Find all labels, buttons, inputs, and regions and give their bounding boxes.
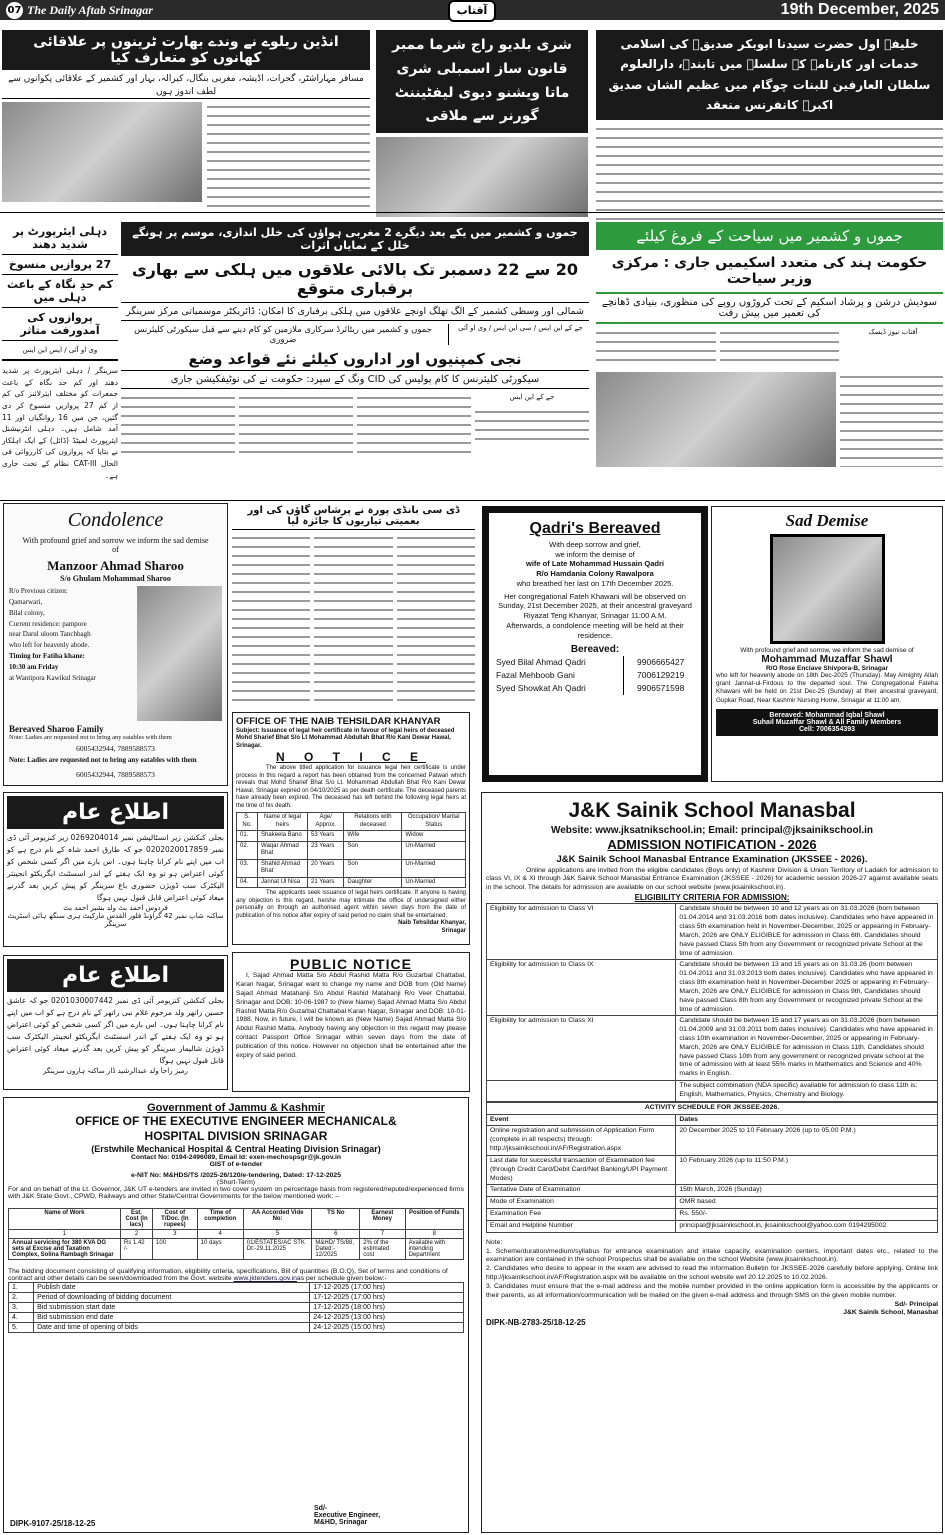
signed: رمیز راجا ولد عبدالرشید ڈار ساکنہ ہارون سرینگر	[43, 1067, 188, 1075]
legal-heirs-table: S. No. Name of legal heirs Age/ Approx. Relations with deceased Occupation/ Marital Status 01. Shakeela Bano 53 Years Wife Widow 02. Waqar Ahmad Bhat 23 Years Son Un-Married 03. Shahid Ahmad Bhat 20 Years Son Un-Married 04. Jannat Ul Nisa 21 Years Daughter Un-Married	[236, 812, 466, 888]
ad-title: Qadri's Bereaved	[529, 520, 661, 537]
e-tender-notice	[3, 1097, 469, 1533]
address: ساکنہ شاپ نمبر 42 گراؤنڈ فلور القدس مارکیٹ ہری سنگھ ہائی اسٹریٹ سرینگر	[7, 912, 224, 928]
table-row	[237, 859, 466, 877]
headline-4: پروازوں کی آمدورفت متاثر	[2, 308, 118, 341]
table-cell: Bid submission end date	[34, 1313, 310, 1323]
table-row	[9, 1293, 464, 1303]
intro: For and on behalf of the Lt. Governor, J&K UT e-tenders are invited in two cover system on percentage basis from registered/reputed/experienced firms with J&K State Govt., CPWD, Railways and other State/Central Governments for the below mentioned work: --	[8, 1186, 464, 1200]
table-row	[237, 877, 466, 888]
column-number: 2	[120, 1230, 152, 1239]
table-cell: Examination Fee	[487, 1209, 676, 1221]
table-cell: Available with intending Department	[405, 1239, 463, 1260]
table-row	[487, 1209, 938, 1221]
table-cell: Rs 1.42 /-	[120, 1239, 152, 1260]
minister-photo	[596, 372, 836, 467]
table-cell: 24-12-2025 (13:00 hrs)	[310, 1313, 464, 1323]
column-number: 8	[405, 1230, 463, 1239]
subject: Subject: Issuance of legal heir certificate in favour of legal heirs of deceased Mohd Sharief Bhat S/o Lt Mohammad Abdullah Bhat R/o Kani Dewar Hawal, Srinagar.	[236, 727, 455, 749]
ad-title: J&K Sainik School Manasbal	[568, 799, 856, 822]
table-cell: 01.	[237, 831, 258, 842]
table-row	[487, 960, 938, 1016]
kicker: جموں و کشمیر میں یکے بعد دیگرے 2 مغربی ہواؤں کی خلل اندازی، موسم پر ہونگے خلل کے نمایاں اثرات	[121, 222, 589, 256]
column-header: Earnest Money	[360, 1209, 405, 1230]
notice-heading: N O T I C E	[275, 750, 426, 765]
meeting: Afterwards, a condolence meeting will be held at their residence.	[506, 620, 684, 640]
note: Note: Ladies are requested not to bring any eatables with them	[9, 734, 172, 741]
table-cell: 15th March, 2026 (Sunday)	[676, 1185, 938, 1197]
signature: J&K Sainik School, Manasbal	[843, 1309, 938, 1317]
headline: ڈی سی بانڈی پورہ نے پرشاس گاؤں کی اور بعمیتی تیاریوں کا جائزہ لیا	[232, 503, 475, 530]
table-cell: Widow	[402, 831, 466, 842]
jktenders-link[interactable]: www.jktenders.gov.in	[233, 1275, 297, 1282]
table-cell: Un-Married	[402, 841, 466, 859]
subhead: سودیش درشن و پرشاد اسکیم کے تحت کروڑوں روپے کی منظوری، بنیادی ڈھانچے کی تعمیر میں پیش رفت	[596, 294, 943, 324]
note-label: Note:	[486, 1238, 503, 1246]
signature: Srinagar	[441, 927, 466, 934]
column-header: AA Accorded Vide No:	[243, 1209, 312, 1230]
table-cell: Jannat Ul Nisa	[258, 877, 308, 888]
signature: Sd/- Executive Engineer, M&HD, Srinagar	[314, 1505, 381, 1526]
column-header: Position of Funds	[405, 1209, 463, 1230]
column-number: 1	[9, 1230, 121, 1239]
article-lg-meeting	[376, 30, 588, 210]
ad-title: Condolence	[67, 509, 164, 531]
note: 1. Scheme/duration/medium/syllabus for entrance examination and intake capacity, examination centers, important dates etc., related to the examination are contained in the school Prospectus shall be available on the school Website (www.jksainikschool.in).	[486, 1247, 938, 1264]
article-body	[121, 393, 235, 453]
sainik-school-admission-ad	[481, 792, 943, 1533]
article-body	[357, 393, 471, 453]
intro: With profound grief and sorrow, we inform the sad demise of	[740, 647, 914, 654]
issue-date: 19th December, 2025	[780, 1, 939, 18]
table-cell: 02.	[237, 841, 258, 859]
table-cell	[487, 1081, 676, 1102]
table-cell: M&HD/ TS/88, Dated:- 12/2025	[312, 1239, 360, 1260]
table-cell: 01/ESTATES/AC STK Dt:-29.11.2025	[243, 1239, 312, 1260]
security-kicker: جموں و کشمیر میں ریٹائرڈ سرکاری ملازمین کو کام دینے سے قبل سیکورٹی کلیئرنس ضروری	[121, 324, 449, 345]
column-header: Est. Cost (In lacs)	[120, 1209, 152, 1230]
bidding-text: The bidding document consisting of qualifying information, eligibility criteria, specifications, Bill of quantities (B.O.Q), Set of terms and conditions of contract and other details can be seen/downloaded from the Govt. website	[8, 1268, 448, 1282]
ad-title: اطلاع عام	[7, 959, 224, 992]
bereaved: Bereaved Sharoo Family	[9, 724, 104, 734]
headline-1: دہلی ایئرپورٹ پر شدید دھند	[2, 222, 118, 255]
masthead: The Daily Aftab Srinagar	[27, 2, 153, 17]
table-cell: 24-12-2025 (15:00 hrs)	[310, 1323, 464, 1333]
gist: GIST of e-tender	[209, 1161, 263, 1168]
table-cell: 20 December 2025 to 10 February 2026 (up to 05.00 P.M.)	[676, 1126, 938, 1155]
table-cell: Period of downloading of bidding document	[34, 1293, 310, 1303]
table-cell: 2.	[9, 1293, 34, 1303]
headline-2: 27 پروازیں منسوخ	[2, 255, 118, 275]
headline-3: کم حدِ نگاہ کے باعث دہلی میں	[2, 275, 118, 308]
table-cell: Son	[344, 859, 402, 877]
note: 3. Candidates must ensure that the e-mail address and the mobile number provided in the online application form is accessible by the applicants or their parents, as all information/communication will be mailed on the given e-mail address and through SMS on the given mobile number.	[486, 1282, 938, 1299]
headline: شری بلدیو راج شرما ممبر قانون ساز اسمبلی شری ماتا ویشنو دیوی لیفٹیننٹ گورنر سے ملاقی	[376, 30, 588, 133]
article-bandipora	[232, 503, 475, 708]
table-row	[487, 1197, 938, 1209]
table-cell: Shahid Ahmad Bhat	[258, 859, 308, 877]
signature: Naib Tehsildar Khanyar,	[398, 920, 466, 927]
address: R/O Rose Enclave Shivpora-B, Srinagar	[765, 665, 889, 672]
sad-demise-ad	[711, 506, 943, 782]
table-cell: 04.	[237, 877, 258, 888]
column-header: Cost of T/Doc. (In rupees)	[153, 1209, 198, 1230]
table-cell: 10 February 2026 (up to 11:50 P.M.)	[676, 1155, 938, 1184]
article-body	[207, 102, 370, 210]
table-row	[487, 1081, 938, 1102]
table-cell: Candidate should be between 13 and 15 years as on 31.03.26 (born between 01.04.2011 and 31.03.2013 both dates inclusive). Candidates who have appeared in class 8th examination held in November-December 2025 or appearing in February-March, 2026 are ONLY ELIGIBLE for admission in Class 9th, Candidates should have passed Class 8th from any Government or recognized private School at the time of admission.	[676, 960, 938, 1016]
eligibility-table	[486, 903, 938, 1101]
meeting-photo	[376, 137, 588, 217]
article-body	[239, 393, 353, 453]
table-cell: Tentative Date of Examination	[487, 1185, 676, 1197]
enit-no: e-NIT No: M&HDS/TS /2025-26/120/e-tendering, Dated: 17-12-2025	[130, 1172, 341, 1179]
contact: Contact No: 0194-2496089, Email Id: exen-mechospsgr@jk.gov.in	[130, 1154, 342, 1161]
table-cell: 4.	[9, 1313, 34, 1323]
table-cell: Mode of Examination	[487, 1197, 676, 1209]
table-cell: Eligibility for admission to Class IX	[487, 960, 676, 1016]
bereaved-bar: Bereaved: Mohammad Iqbal Shawl Suhail Muzaffar Shawl & All Family Members Cell: 7006354393	[716, 709, 938, 736]
table-cell: Daughter	[344, 877, 402, 888]
table-row	[9, 1313, 464, 1323]
parent: S/o Ghulam Mohammad Sharoo	[60, 574, 171, 583]
deceased-photo	[770, 534, 885, 644]
table-cell: 17-12-2025 (17:00 hrs)	[310, 1293, 464, 1303]
deceased-name: wife of Late Mohammad Hussain Qadri	[526, 559, 664, 569]
table-cell: Wife	[344, 831, 402, 842]
table-cell: 10 days	[197, 1239, 243, 1260]
article-conference	[596, 30, 943, 210]
note: 2. Candidates who desire to appear in the exam are advised to read the information Bulletin for JKSSEE-2026 carefully before applying. Online link http://jksainikschool.in/AF/Registration.aspx will be available on the school website wef 20.12.2025 to 10.02.2026.	[486, 1265, 938, 1282]
table-cell: 17-12-2025 (17:00 hrs)	[310, 1283, 464, 1293]
body: I, Sajad Ahmad Matta S/o Abdul Rashid Matta R/o Guzarbal Chattabal, Karan Nagar, Srinagar want to change my name and DOB from (Old Name) Sajad Ahmad Matahanji S/o Abdul Rashid Matahanji R/o Veer Chattabal, Srinagar and DOB: 10-06-1987 to (New Name) Sajad Ahmad Matta S/o Abdul Rashid Matta R/o Guzarbal Chattabal Karan Nagar, Srinagar and DOB: 10-01-1988. Now, in future, I will be known as (New Name) Sajad Ahmad Matta S/o Abdul Rashid Matta. Anybody having any objection in this regard may please contact Passport Office Srinagar within seven days from the date of publication of this notice. However no objection shall be entertained after the expiry of said period.	[236, 972, 466, 1060]
table-cell: 17-12-2025 (18:00 hrs)	[310, 1303, 464, 1313]
table-cell: 3.	[9, 1303, 34, 1313]
khawani: Her congregational Fateh Khawani will be observed on Sunday, 21st December 2025, at their ancestral graveyard Riyazat Teng Khanyar, Srinagar 11:00 A.M.	[498, 591, 692, 621]
deceased-photo	[137, 586, 222, 721]
bereaved-list: Syed Bilal Ahmad Qadri 9906665427 Fazal Mehboob Gani 7006129219 Syed Showkat Ah Qadri 9906571598	[493, 656, 697, 695]
activity-schedule-table: ACTIVITY SCHEDULE FOR JKSSEE-2026. Event Dates Online registration and submission of Application Form (complete in all respects) through: http://jksainikschool.in/AF/Registration.aspx 20 December 2025 to 10 February 2026 (up to 05.00 P.M.) Last date for successful transaction of Examination fee (through Credit Card/Debit Card/Net Banking/UPI Payment Modes) 10 February 2026 (up to 11:50 P.M.) Tentative Date of Examination 15th March, 2026 (Sunday) Mode of Examination OMR based Examination Fee Rs. 550/- Email and Helpline Number principal@jksainikschool.in, jksainikschool@yahoo.com 0194295002	[486, 1102, 938, 1233]
table-cell: Un-Married	[402, 877, 466, 888]
newspaper-logo: آفتاب	[448, 0, 496, 22]
byline: آفتاب نیوز ڈیسک	[868, 328, 918, 336]
column-number: 3	[153, 1230, 198, 1239]
intro: With profound grief and sorrow we inform the sad demise of	[22, 536, 209, 554]
table-cell: 23 Years	[307, 841, 343, 859]
table-row	[9, 1303, 464, 1313]
table-row	[487, 1220, 938, 1232]
table-cell: Annual servicing for 380 KVA DG sets at Excise and Taxation Complex, Solina Rambagh Srinagar	[9, 1239, 121, 1260]
ad-ref: DIPK-9107-25/18-12-25	[10, 1519, 96, 1528]
table-cell: 03.	[237, 859, 258, 877]
table-cell: Candidate should be between 10 and 12 years as on 31.03.2026 (born between 01.04.2014 and 31.03.2016 both dates inclusive). Candidates who have appeared in class 5th examination held in November-December, 2025 or appearing in February-March, 2026 are ONLY ELIGIBLE for admission in Class 6th. Candidates should have passed Class 5th from any Government or recognized private School at the time of admission.	[676, 904, 938, 960]
table-row	[487, 1126, 938, 1155]
table-cell: 21 Years	[307, 877, 343, 888]
banner: جموں و کشمیر میں سیاحت کے فروغ کیلئے	[596, 222, 943, 250]
subhead: مسافر مہاراشٹر، گجرات، اڈیشہ، مغربی بنگال، کیرالہ، بہار اور کشمیر کے علاقائی پکوانوں سے لطف اندوز ہوں	[2, 73, 370, 99]
ad-ref: DIPK-NB-2783-25/18-12-25	[486, 1318, 586, 1328]
byline: جے کے این ایس / سی این ایس / وی او آئی	[458, 324, 583, 332]
erstwhile: (Erstwhile Mechanical Hospital & Central Heating Division Srinagar)	[91, 1144, 381, 1154]
table-cell: The subject combination (NDA specific) available for admission to class 11th is: English, Mathematics, Physics, Chemistry and Biology.	[676, 1081, 938, 1102]
headline: انڈین ریلوے نے وندے بھارت ٹرینوں پر علاقائی کھانوں کو متعارف کیا	[2, 30, 370, 70]
table-cell: Email and Helpline Number	[487, 1220, 676, 1232]
table-row	[9, 1323, 464, 1333]
phones: 6005432944, 7889588573	[76, 744, 155, 753]
table-cell: Online registration and submission of Application Form (complete in all respects) through: http://jksainikschool.in/AF/Registration.aspx	[487, 1126, 676, 1155]
address: R/o Hamdania Colony Rawalpora	[536, 569, 654, 579]
table-cell: Waqar Ahmad Bhat	[258, 841, 308, 859]
table-cell: Eligibility for admission to Class XI	[487, 1016, 676, 1081]
column-header: Name of Work	[9, 1209, 121, 1230]
table-cell: Rs. 550/-	[676, 1209, 938, 1221]
intro: Online applications are invited from the eligible candidates (Boys only) of Kashmir Division & Union Territory of Ladakh for admission to class VI, IX & XI through J&K Sainik School Manasbal Entrance Examination (JKSSEE - 2026) for academic session 2026-27 against available seats in the school. The details for admission are available on our school website (www.jksainikschool.in).	[486, 866, 938, 892]
table-cell: OMR based	[676, 1197, 938, 1209]
table-cell: Date and time of opening of bids	[34, 1323, 310, 1333]
article-railways	[2, 30, 370, 210]
article-snowfall	[121, 222, 589, 345]
table-cell: Eligibility for admission to Class VI	[487, 904, 676, 960]
article-body: سرینگر / دہلی ایئرپورٹ پر شدید دھند اور کم حد نگاہ کے باعث جمعرات کو مختلف ایئرلائنز کی کم از کم 27 پروازیں منسوخ کر دی گئیں، جن میں 16 روانگیاں اور 11 آمد شامل ہیں۔ دہلی انٹرنیشنل ایئرپورٹ لمیٹڈ (ڈائل) کے ایک اہلکار نے بتایا کہ پروازوں کی کارروائی فی الحال CAT-III نظام کے تحت جاری ہے۔	[2, 366, 118, 480]
public-notice-urdu-1	[3, 792, 228, 947]
table-cell: 100	[153, 1239, 198, 1260]
column-header: TS No	[312, 1209, 360, 1230]
body: who left for heavenly abode on 18th Dec-2025 (Thursday). May Almighty Allah grant Jannat-ul-Firdous to the departed soul. The Congregational Fateha Khawani will be held on 21st Dec-25 (Sunday) at their ancestral graveyard, Gupkar Road, Near Kashmir Nursing Home, Srinagar at 11:00 am.	[716, 672, 938, 704]
exam-name: J&K Sainik School Manasbal Entrance Examination (JKSSEE - 2026).	[556, 854, 868, 866]
subhead: شمالی اور وسطی کشمیر کے الگ تھلگ اونچے علاقوں میں ہلکی برفباری کا امکان: ڈائریکٹر موسمیاتی مرکز سرینگر	[121, 303, 589, 321]
bereaved-label: Bereaved:	[570, 644, 620, 656]
body: بجلی کنکشن کنزیومر آئی ڈی نمبر 0201030007442 جو کہ عاشق حسین راتھر ولد مرحوم غلام نبی راتھر کے نام درج ہے کو اب میں اپنے نام کرانا چاہتا ہوں۔ اس بارے میں اگر کسی شخص کو کوئی اعتراض ہو تو وہ ایک ہفتے کے اندر اسسٹنٹ ایگزیکٹو انجینئر الیکٹرک سب ڈویژن شالیمار سرینگر کو پیش کریں بعد گذرنے میعاد کوئی اعتراض قابل قبول نہیں ہوگا	[7, 996, 225, 1065]
eligibility-heading: ELIGIBILITY CRITERIA FOR ADMISSION:	[634, 893, 790, 903]
phones: 6005432944, 7889588573	[76, 770, 155, 779]
condolence-ad	[3, 503, 228, 786]
body: بجلی کنکشن زیر انسٹالیشن نمبر 0269204014 زیر کنزیومر آئی ڈی نمبر 0202020017859 جو کہ طارق احمد شاہ کے نام درج ہے کو اب میں اپنے نام کرانا چاہتا ہوں۔ اس بارے میں اگر کسی شخص کو کوئی اعتراض ہو تو وہ ایک ہفتے کے اندر اسسٹنٹ ایگزیکٹو انجینئر الیکٹرک سب ڈویژن حضوری باغ سرینگر کو پیش کریں بعد گذرنے میعاد کوئی اعتراض قابل قبول نہیں ہوگا	[7, 833, 224, 902]
center-news-column	[121, 222, 589, 498]
intro: With deep sorrow and grief,	[549, 539, 641, 549]
footer: The applicants seek issuance of legal heirs certificate. If anyone is having any objection is this regard, he/she may intimate the office of undersigned either personally on through an authorised agent within seven days from the date of publication of his notice after expiry of said period no claim shall be entertained.	[236, 890, 466, 919]
table-row	[487, 1016, 938, 1081]
column-header: Time of completion	[197, 1209, 243, 1230]
intro: we inform the demise of	[555, 549, 635, 559]
table-cell: Publish date	[34, 1283, 310, 1293]
article-security-clearance	[121, 348, 589, 453]
byline: وی او آئی / ایس این ایس	[2, 341, 118, 361]
ad-title: OFFICE OF THE NAIB TEHSILDAR KHANYAR	[236, 716, 441, 727]
website: Website: www.jksatnikschool.in; Email: principal@jksainikschool.in	[550, 825, 874, 837]
table-cell: principal@jksainikschool.in, jksainikschool@yahoo.com 0194295002	[676, 1220, 938, 1232]
details: R/o Previous citizen: Qamarwari, Bilal colony, Current residence: pampore near Darul uloom Tanchbagh who left for heavenly abode. Timing for Fatiha khane: 10:30 am Friday at Wantipora Kawikul Srinagar	[9, 587, 96, 682]
table-cell: Son	[344, 841, 402, 859]
name-change-notice	[232, 952, 470, 1092]
tender-schedule-table	[8, 1282, 464, 1333]
byline: جے کے این ایس	[509, 393, 555, 401]
headline: حکومت ہند کی متعدد اسکیمیں جاری : مرکزی وزیر سیاحت	[596, 250, 943, 294]
date-line: who breathed her last on 17th December 2025.	[516, 578, 674, 588]
ad-title: PUBLIC NOTICE	[290, 956, 412, 972]
table-cell: Bid submission start date	[34, 1303, 310, 1313]
column-number: 4	[197, 1230, 243, 1239]
table-cell: Last date for successful transaction of Examination fee (through Credit Card/Debit Card/Net Banking/UPI Payment Modes)	[487, 1155, 676, 1184]
table-row	[487, 904, 938, 960]
deceased-name: Mohammad Muzaffar Shawl	[761, 654, 893, 665]
tehsildar-notice	[232, 712, 470, 945]
table-cell: Shakeela Bano	[258, 831, 308, 842]
term: (Short-Term)	[216, 1179, 256, 1186]
headline: 20 سے 22 دسمبر تک بالائی علاقوں میں ہلکی سے بھاری برفباری متوقع	[121, 256, 589, 303]
headline: نجی کمپنیوں اور اداروں کیلئے نئے قواعد وضع	[121, 348, 589, 371]
table-cell: 5.	[9, 1323, 34, 1333]
qadri-bereaved-ad	[482, 506, 708, 782]
table-row	[487, 1155, 938, 1184]
article-delhi-fog	[2, 222, 118, 497]
table-row	[237, 831, 466, 842]
column-number: 6	[312, 1230, 360, 1239]
ad-title: OFFICE OF THE EXECUTIVE ENGINEER MECHANICAL& HOSPITAL DIVISION SRINAGAR	[75, 1114, 397, 1143]
food-photo	[2, 102, 202, 202]
article-tourism	[596, 222, 943, 497]
gov-heading: Government of Jammu & Kashmir	[147, 1102, 325, 1114]
public-notice-urdu-2	[3, 955, 228, 1090]
bidding-tail: as per schedule given below:-	[296, 1275, 387, 1282]
table-cell: 1.	[9, 1283, 34, 1293]
table-cell: 53 Years	[307, 831, 343, 842]
column-number: 7	[360, 1230, 405, 1239]
table-cell: 20 Years	[307, 859, 343, 877]
table-row	[9, 1283, 464, 1293]
tender-work-table	[8, 1208, 464, 1260]
ad-title: اطلاع عام	[7, 796, 224, 829]
note: Note: Ladies are requested not to bring any eatables with them	[9, 756, 197, 764]
signature: Sd/- Principal	[894, 1300, 938, 1308]
headline: خلیفہ اول حضرت سیدنا ابوبکر صدیقؓ کی اسلامی خدمات اور کارنامے کے سلسلے میں تابندہ، دارالعلوم سلطان العارفین للبنات چوگام میں عظیم الشان صدیق اکبرؓ کانفرنس منعقد	[596, 30, 943, 120]
notification-heading: ADMISSION NOTIFICATION - 2026	[607, 837, 817, 853]
table-row	[237, 841, 466, 859]
table-cell: 2% of the estimated cost	[360, 1239, 405, 1260]
page-number: 07	[6, 2, 23, 19]
deceased-name: Manzoor Ahmad Sharoo	[47, 558, 184, 573]
table-cell: Candidate should be between 15 and 17 years as on 31.03.2026 (born between 01.04.2009 and 31.03.2011 both dates inclusive). Candidates who have appeared in class 10th examination in November-December, 2025 or appearing in February-March, 2026 are ONLY ELIGIBLE for admission in Class 11th. Candidates should have passed Class 10th from any government or recognized private school at the time of admission with at least 55% marks in Mathematics and Science and 40% marks in English.	[676, 1016, 938, 1081]
table-cell: Un-Married	[402, 859, 466, 877]
column-number: 5	[243, 1230, 312, 1239]
ad-title: Sad Demise	[785, 511, 869, 530]
body: The above titled application for issuance legal heir certificate is under process In this regard a report has been obtained from the concerned Patwari which reveals that Mohd Sharief Bhat S/o Lt. Mohammad Abdullah Bhat R/o Kani Dewar Hawal, Srinagar expired on 04/10/2025 as per death certificate. The deceased parents have already been expired. The deceased has left behind the following legal heirs at the time of his death.	[236, 765, 466, 809]
table-row	[487, 1185, 938, 1197]
signed: فردوس احمد بٹ ولد بشیر احمد بٹ	[63, 904, 168, 912]
subhead: سیکورٹی کلیئرنس کا کام پولیس کی CID ونگ کے سپرد: حکومت نے کی نوٹیفکیشن جاری	[121, 371, 589, 389]
